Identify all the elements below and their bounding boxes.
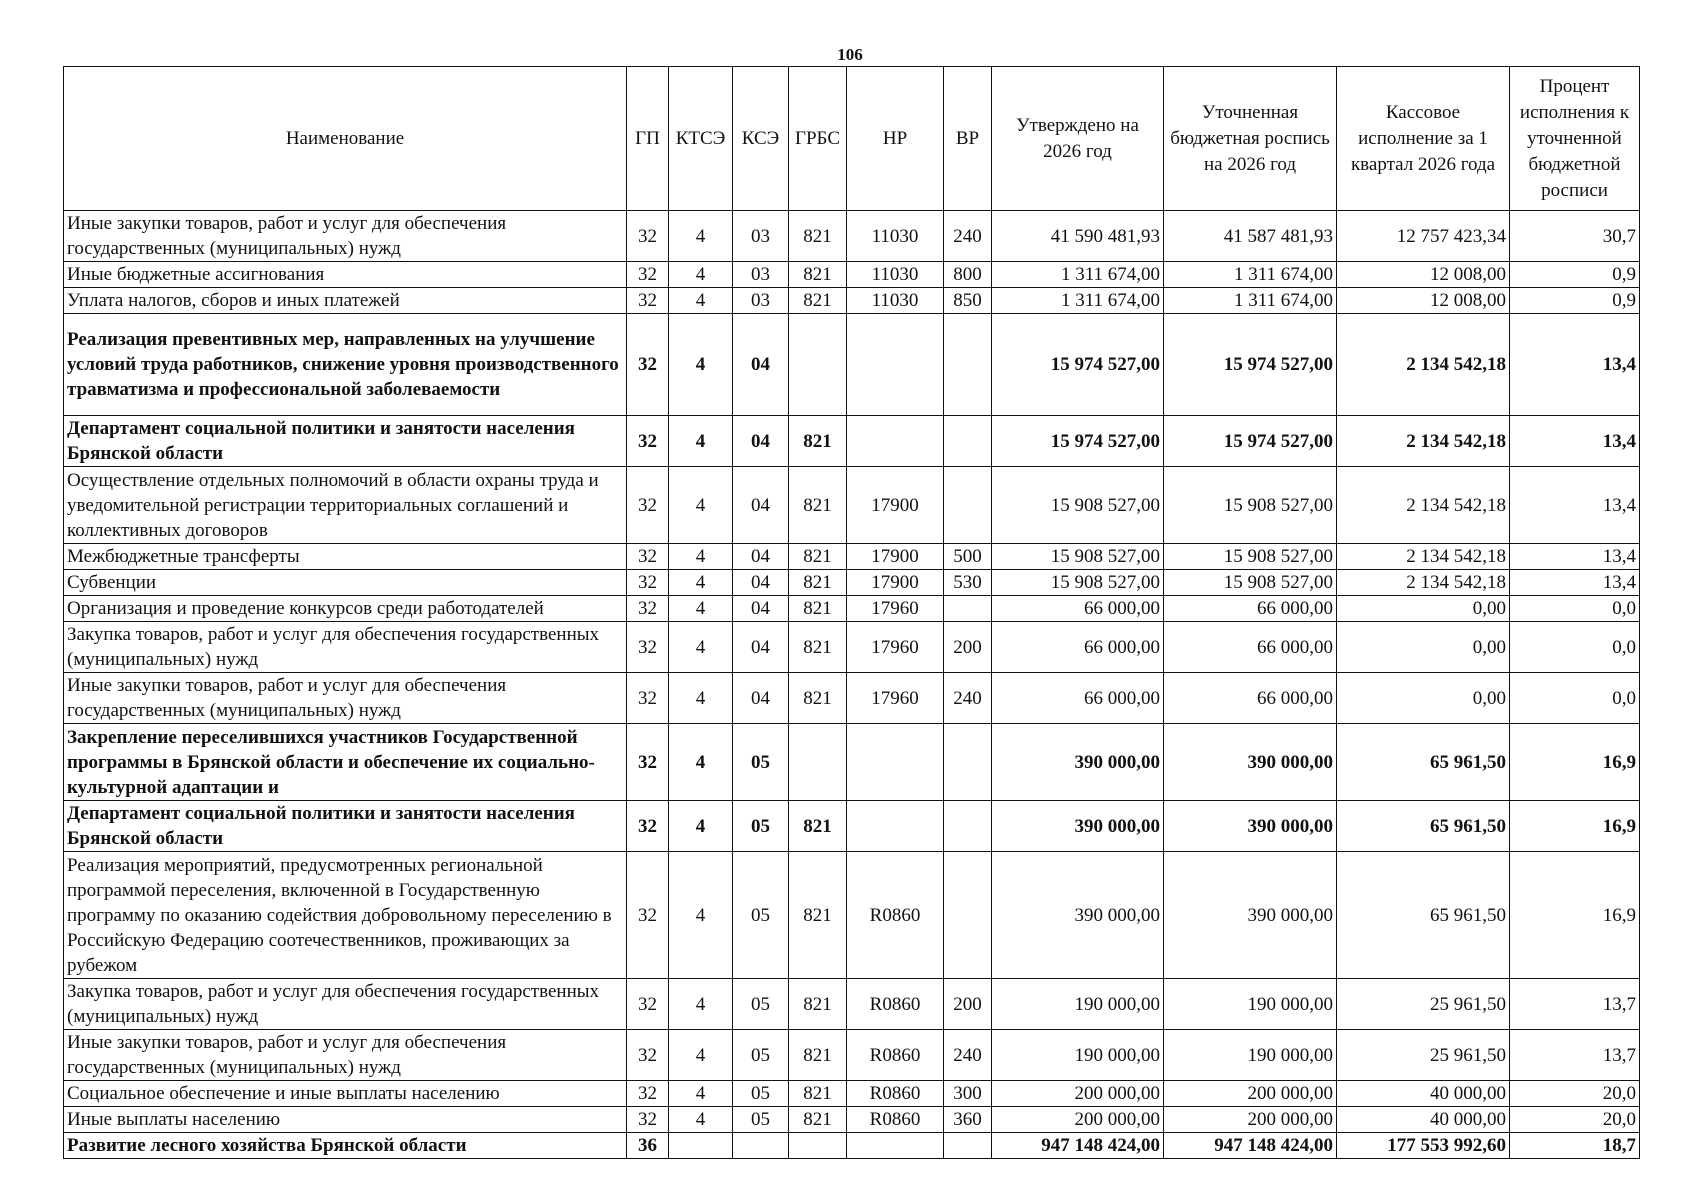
row-nr: 17960 bbox=[847, 596, 944, 622]
row-approved: 15 908 527,00 bbox=[992, 544, 1164, 570]
row-nr: 17960 bbox=[847, 622, 944, 673]
row-grbs: 821 bbox=[789, 544, 847, 570]
row-ktse: 4 bbox=[669, 544, 733, 570]
row-vr bbox=[944, 1133, 992, 1159]
row-nr bbox=[847, 801, 944, 852]
row-cash: 0,00 bbox=[1337, 673, 1510, 724]
row-grbs: 821 bbox=[789, 979, 847, 1030]
header-gp: ГП bbox=[627, 67, 669, 211]
row-nr: 11030 bbox=[847, 288, 944, 314]
row-approved: 15 908 527,00 bbox=[992, 570, 1164, 596]
row-name: Межбюджетные трансферты bbox=[64, 544, 627, 570]
row-approved: 947 148 424,00 bbox=[992, 1133, 1164, 1159]
row-nr bbox=[847, 724, 944, 801]
row-cash: 2 134 542,18 bbox=[1337, 467, 1510, 544]
row-approved: 190 000,00 bbox=[992, 979, 1164, 1030]
row-percent: 13,7 bbox=[1510, 979, 1640, 1030]
row-grbs: 821 bbox=[789, 570, 847, 596]
table-row bbox=[64, 1081, 1640, 1107]
row-nr: 17900 bbox=[847, 467, 944, 544]
row-cash: 2 134 542,18 bbox=[1337, 544, 1510, 570]
row-refined: 200 000,00 bbox=[1164, 1081, 1337, 1107]
header-grbs: ГРБС bbox=[789, 67, 847, 211]
row-vr: 300 bbox=[944, 1081, 992, 1107]
row-name: Закрепление переселившихся участников Государственной программы в Брянской области и обеспечение их социально-культурной адаптации и bbox=[64, 724, 627, 801]
row-percent: 18,7 bbox=[1510, 1133, 1640, 1159]
row-name: Развитие лесного хозяйства Брянской области bbox=[64, 1133, 627, 1159]
row-refined: 15 974 527,00 bbox=[1164, 314, 1337, 416]
row-kse: 05 bbox=[733, 801, 789, 852]
row-name: Субвенции bbox=[64, 570, 627, 596]
row-kse bbox=[733, 1133, 789, 1159]
row-vr bbox=[944, 314, 992, 416]
row-vr: 530 bbox=[944, 570, 992, 596]
row-vr: 240 bbox=[944, 1030, 992, 1081]
row-gp: 32 bbox=[627, 673, 669, 724]
row-gp: 32 bbox=[627, 596, 669, 622]
row-gp: 32 bbox=[627, 1081, 669, 1107]
row-approved: 390 000,00 bbox=[992, 852, 1164, 979]
row-refined: 190 000,00 bbox=[1164, 1030, 1337, 1081]
row-percent: 0,0 bbox=[1510, 596, 1640, 622]
row-nr: R0860 bbox=[847, 979, 944, 1030]
row-vr bbox=[944, 467, 992, 544]
row-gp: 32 bbox=[627, 314, 669, 416]
row-approved: 190 000,00 bbox=[992, 1030, 1164, 1081]
row-nr: 11030 bbox=[847, 211, 944, 262]
row-grbs: 821 bbox=[789, 262, 847, 288]
row-approved: 66 000,00 bbox=[992, 673, 1164, 724]
row-kse: 04 bbox=[733, 570, 789, 596]
row-cash: 25 961,50 bbox=[1337, 1030, 1510, 1081]
row-kse: 04 bbox=[733, 622, 789, 673]
row-approved: 200 000,00 bbox=[992, 1107, 1164, 1133]
row-kse: 04 bbox=[733, 416, 789, 467]
row-grbs: 821 bbox=[789, 467, 847, 544]
row-nr bbox=[847, 416, 944, 467]
row-kse: 04 bbox=[733, 673, 789, 724]
row-vr: 240 bbox=[944, 211, 992, 262]
row-percent: 20,0 bbox=[1510, 1107, 1640, 1133]
row-vr bbox=[944, 724, 992, 801]
row-refined: 15 908 527,00 bbox=[1164, 467, 1337, 544]
row-grbs: 821 bbox=[789, 1081, 847, 1107]
row-refined: 190 000,00 bbox=[1164, 979, 1337, 1030]
row-cash: 12 008,00 bbox=[1337, 262, 1510, 288]
row-vr: 200 bbox=[944, 622, 992, 673]
row-kse: 04 bbox=[733, 467, 789, 544]
table-row bbox=[64, 570, 1640, 596]
row-approved: 15 974 527,00 bbox=[992, 314, 1164, 416]
row-percent: 13,4 bbox=[1510, 570, 1640, 596]
row-ktse: 4 bbox=[669, 1081, 733, 1107]
row-cash: 65 961,50 bbox=[1337, 852, 1510, 979]
table-row bbox=[64, 1133, 1640, 1159]
row-grbs: 821 bbox=[789, 1107, 847, 1133]
row-refined: 66 000,00 bbox=[1164, 622, 1337, 673]
row-nr: 17960 bbox=[847, 673, 944, 724]
row-vr bbox=[944, 596, 992, 622]
row-nr: R0860 bbox=[847, 1107, 944, 1133]
row-ktse: 4 bbox=[669, 211, 733, 262]
row-nr bbox=[847, 1133, 944, 1159]
row-refined: 947 148 424,00 bbox=[1164, 1133, 1337, 1159]
row-grbs: 821 bbox=[789, 288, 847, 314]
row-gp: 32 bbox=[627, 211, 669, 262]
row-name: Реализация превентивных мер, направленных на улучшение условий труда работников, снижение уровня производственного травматизма и профессиональной заболеваемости bbox=[64, 314, 627, 416]
row-kse: 05 bbox=[733, 852, 789, 979]
row-percent: 0,9 bbox=[1510, 288, 1640, 314]
row-cash: 25 961,50 bbox=[1337, 979, 1510, 1030]
table-row bbox=[64, 724, 1640, 801]
row-refined: 15 908 527,00 bbox=[1164, 544, 1337, 570]
row-refined: 200 000,00 bbox=[1164, 1107, 1337, 1133]
header-kse: КСЭ bbox=[733, 67, 789, 211]
row-nr bbox=[847, 314, 944, 416]
table-row bbox=[64, 314, 1640, 416]
row-gp: 32 bbox=[627, 416, 669, 467]
row-gp: 32 bbox=[627, 979, 669, 1030]
table-row bbox=[64, 1030, 1640, 1081]
row-name: Организация и проведение конкурсов среди работодателей bbox=[64, 596, 627, 622]
row-approved: 1 311 674,00 bbox=[992, 262, 1164, 288]
row-nr: R0860 bbox=[847, 852, 944, 979]
row-name: Иные закупки товаров, работ и услуг для обеспечения государственных (муниципальных) нужд bbox=[64, 1030, 627, 1081]
table-row bbox=[64, 211, 1640, 262]
row-ktse: 4 bbox=[669, 314, 733, 416]
row-grbs: 821 bbox=[789, 852, 847, 979]
row-cash: 2 134 542,18 bbox=[1337, 314, 1510, 416]
table-row bbox=[64, 622, 1640, 673]
row-ktse: 4 bbox=[669, 724, 733, 801]
row-approved: 390 000,00 bbox=[992, 801, 1164, 852]
row-percent: 0,0 bbox=[1510, 673, 1640, 724]
row-refined: 1 311 674,00 bbox=[1164, 262, 1337, 288]
row-kse: 03 bbox=[733, 211, 789, 262]
row-grbs: 821 bbox=[789, 673, 847, 724]
row-percent: 30,7 bbox=[1510, 211, 1640, 262]
row-name: Иные выплаты населению bbox=[64, 1107, 627, 1133]
row-name: Департамент социальной политики и занятости населения Брянской области bbox=[64, 416, 627, 467]
row-name: Уплата налогов, сборов и иных платежей bbox=[64, 288, 627, 314]
row-cash: 12 008,00 bbox=[1337, 288, 1510, 314]
row-grbs: 821 bbox=[789, 596, 847, 622]
row-cash: 0,00 bbox=[1337, 622, 1510, 673]
row-refined: 15 908 527,00 bbox=[1164, 570, 1337, 596]
row-vr: 200 bbox=[944, 979, 992, 1030]
row-vr bbox=[944, 801, 992, 852]
row-ktse: 4 bbox=[669, 262, 733, 288]
row-refined: 1 311 674,00 bbox=[1164, 288, 1337, 314]
table-row bbox=[64, 596, 1640, 622]
row-percent: 13,4 bbox=[1510, 544, 1640, 570]
row-percent: 0,0 bbox=[1510, 622, 1640, 673]
row-name: Департамент социальной политики и занятости населения Брянской области bbox=[64, 801, 627, 852]
table-row bbox=[64, 288, 1640, 314]
row-vr: 360 bbox=[944, 1107, 992, 1133]
row-gp: 32 bbox=[627, 288, 669, 314]
row-cash: 65 961,50 bbox=[1337, 724, 1510, 801]
header-row bbox=[64, 67, 1640, 211]
row-gp: 32 bbox=[627, 622, 669, 673]
row-kse: 04 bbox=[733, 314, 789, 416]
page-number: 106 bbox=[837, 45, 863, 64]
row-approved: 15 908 527,00 bbox=[992, 467, 1164, 544]
row-percent: 13,4 bbox=[1510, 416, 1640, 467]
row-vr: 800 bbox=[944, 262, 992, 288]
row-percent: 13,4 bbox=[1510, 314, 1640, 416]
row-nr: R0860 bbox=[847, 1081, 944, 1107]
row-refined: 390 000,00 bbox=[1164, 852, 1337, 979]
row-ktse: 4 bbox=[669, 288, 733, 314]
row-nr: 17900 bbox=[847, 544, 944, 570]
budget-execution-table bbox=[63, 66, 1640, 1159]
row-grbs: 821 bbox=[789, 801, 847, 852]
row-ktse: 4 bbox=[669, 1107, 733, 1133]
row-nr: 17900 bbox=[847, 570, 944, 596]
row-name: Закупка товаров, работ и услуг для обеспечения государственных (муниципальных) нужд bbox=[64, 979, 627, 1030]
row-gp: 32 bbox=[627, 1107, 669, 1133]
row-nr: 11030 bbox=[847, 262, 944, 288]
row-gp: 36 bbox=[627, 1133, 669, 1159]
table-row bbox=[64, 262, 1640, 288]
row-cash: 0,00 bbox=[1337, 596, 1510, 622]
row-refined: 390 000,00 bbox=[1164, 724, 1337, 801]
row-ktse: 4 bbox=[669, 596, 733, 622]
row-ktse: 4 bbox=[669, 852, 733, 979]
header-percent: Процент исполнения к уточненной бюджетной росписи bbox=[1510, 67, 1640, 211]
row-grbs: 821 bbox=[789, 1030, 847, 1081]
row-cash: 65 961,50 bbox=[1337, 801, 1510, 852]
row-grbs bbox=[789, 1133, 847, 1159]
row-kse: 03 bbox=[733, 288, 789, 314]
row-percent: 20,0 bbox=[1510, 1081, 1640, 1107]
row-kse: 04 bbox=[733, 544, 789, 570]
row-approved: 200 000,00 bbox=[992, 1081, 1164, 1107]
row-approved: 390 000,00 bbox=[992, 724, 1164, 801]
row-cash: 2 134 542,18 bbox=[1337, 416, 1510, 467]
row-ktse: 4 bbox=[669, 979, 733, 1030]
header-refined: Уточненная бюджетная роспись на 2026 год bbox=[1164, 67, 1337, 211]
row-approved: 66 000,00 bbox=[992, 622, 1164, 673]
row-gp: 32 bbox=[627, 262, 669, 288]
row-name: Социальное обеспечение и иные выплаты населению bbox=[64, 1081, 627, 1107]
row-name: Иные бюджетные ассигнования bbox=[64, 262, 627, 288]
row-ktse: 4 bbox=[669, 467, 733, 544]
row-refined: 390 000,00 bbox=[1164, 801, 1337, 852]
table-row bbox=[64, 852, 1640, 979]
row-kse: 05 bbox=[733, 1030, 789, 1081]
table-row bbox=[64, 1107, 1640, 1133]
table-row bbox=[64, 467, 1640, 544]
table-row bbox=[64, 673, 1640, 724]
row-vr bbox=[944, 416, 992, 467]
row-ktse: 4 bbox=[669, 673, 733, 724]
row-name: Реализация мероприятий, предусмотренных региональной программой переселения, включенной в Государственную программу по оказанию содействия добровольному переселению в Российскую Федерацию соотечественников, проживающих за рубежом bbox=[64, 852, 627, 979]
row-vr: 850 bbox=[944, 288, 992, 314]
row-cash: 12 757 423,34 bbox=[1337, 211, 1510, 262]
row-gp: 32 bbox=[627, 467, 669, 544]
row-gp: 32 bbox=[627, 801, 669, 852]
row-grbs: 821 bbox=[789, 622, 847, 673]
row-refined: 41 587 481,93 bbox=[1164, 211, 1337, 262]
table-row bbox=[64, 801, 1640, 852]
row-name: Иные закупки товаров, работ и услуг для обеспечения государственных (муниципальных) нужд bbox=[64, 673, 627, 724]
row-gp: 32 bbox=[627, 570, 669, 596]
row-percent: 13,7 bbox=[1510, 1030, 1640, 1081]
row-percent: 13,4 bbox=[1510, 467, 1640, 544]
header-name: Наименование bbox=[64, 67, 627, 211]
header-cash: Кассовое исполнение за 1 квартал 2026 года bbox=[1337, 67, 1510, 211]
row-grbs bbox=[789, 724, 847, 801]
row-refined: 15 974 527,00 bbox=[1164, 416, 1337, 467]
row-vr bbox=[944, 852, 992, 979]
row-percent: 16,9 bbox=[1510, 724, 1640, 801]
row-vr: 240 bbox=[944, 673, 992, 724]
header-approved: Утверждено на 2026 год bbox=[992, 67, 1164, 211]
row-ktse: 4 bbox=[669, 416, 733, 467]
row-approved: 41 590 481,93 bbox=[992, 211, 1164, 262]
row-gp: 32 bbox=[627, 724, 669, 801]
row-cash: 177 553 992,60 bbox=[1337, 1133, 1510, 1159]
table-row bbox=[64, 416, 1640, 467]
row-ktse: 4 bbox=[669, 1030, 733, 1081]
row-name: Закупка товаров, работ и услуг для обеспечения государственных (муниципальных) нужд bbox=[64, 622, 627, 673]
row-approved: 15 974 527,00 bbox=[992, 416, 1164, 467]
row-gp: 32 bbox=[627, 852, 669, 979]
row-grbs: 821 bbox=[789, 211, 847, 262]
row-approved: 1 311 674,00 bbox=[992, 288, 1164, 314]
row-kse: 05 bbox=[733, 724, 789, 801]
row-grbs: 821 bbox=[789, 416, 847, 467]
row-ktse: 4 bbox=[669, 801, 733, 852]
row-ktse bbox=[669, 1133, 733, 1159]
row-ktse: 4 bbox=[669, 570, 733, 596]
header-nr: НР bbox=[847, 67, 944, 211]
row-grbs bbox=[789, 314, 847, 416]
table-row bbox=[64, 979, 1640, 1030]
row-cash: 2 134 542,18 bbox=[1337, 570, 1510, 596]
row-name: Осуществление отдельных полномочий в области охраны труда и уведомительной регистрации территориальных соглашений и коллективных договоров bbox=[64, 467, 627, 544]
header-ktse: КТСЭ bbox=[669, 67, 733, 211]
row-cash: 40 000,00 bbox=[1337, 1081, 1510, 1107]
row-percent: 16,9 bbox=[1510, 852, 1640, 979]
row-kse: 05 bbox=[733, 1107, 789, 1133]
row-refined: 66 000,00 bbox=[1164, 673, 1337, 724]
row-vr: 500 bbox=[944, 544, 992, 570]
row-ktse: 4 bbox=[669, 622, 733, 673]
row-gp: 32 bbox=[627, 1030, 669, 1081]
row-refined: 66 000,00 bbox=[1164, 596, 1337, 622]
row-kse: 05 bbox=[733, 1081, 789, 1107]
row-gp: 32 bbox=[627, 544, 669, 570]
row-name: Иные закупки товаров, работ и услуг для обеспечения государственных (муниципальных) нужд bbox=[64, 211, 627, 262]
row-percent: 16,9 bbox=[1510, 801, 1640, 852]
row-nr: R0860 bbox=[847, 1030, 944, 1081]
row-kse: 03 bbox=[733, 262, 789, 288]
table-row bbox=[64, 544, 1640, 570]
header-vr: ВР bbox=[944, 67, 992, 211]
row-percent: 0,9 bbox=[1510, 262, 1640, 288]
row-cash: 40 000,00 bbox=[1337, 1107, 1510, 1133]
row-kse: 05 bbox=[733, 979, 789, 1030]
row-approved: 66 000,00 bbox=[992, 596, 1164, 622]
row-kse: 04 bbox=[733, 596, 789, 622]
